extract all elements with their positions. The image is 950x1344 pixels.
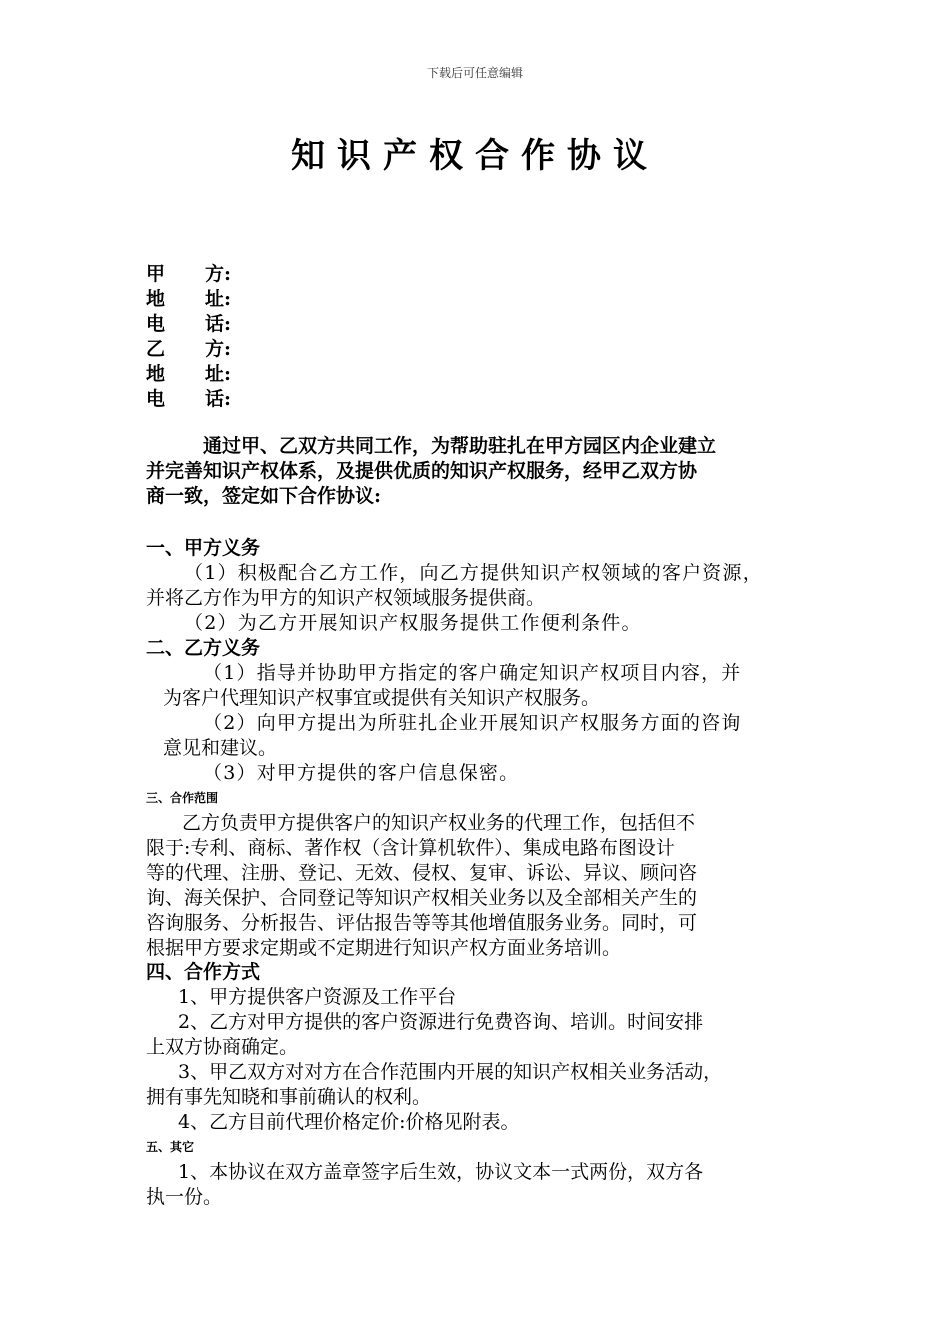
- section-line: （2）向甲方提出为所驻扎企业开展知识产权服务方面的咨询: [203, 712, 742, 734]
- party-info: [146, 262, 231, 412]
- section-heading: 二、乙方义务: [146, 637, 261, 659]
- section-line: 为客户代理知识产权事宜或提供有关知识产权服务。: [163, 687, 601, 709]
- section-line: 限于:专利、商标、著作权（含计算机软件）、集成电路布图设计: [146, 837, 675, 859]
- section-heading: 五、其它: [146, 1140, 195, 1154]
- party-a-address-row: 地 址:: [146, 288, 232, 310]
- section-line: 咨询服务、分析报告、评估报告等等其他增值服务业务。同时，可: [146, 912, 698, 934]
- section-line: 1、甲方提供客户资源及工作平台: [178, 986, 457, 1008]
- section-line: 3、甲乙双方对对方在合作范围内开展的知识产权相关业务活动，: [178, 1061, 723, 1083]
- party-a-phone-row: 电 话:: [146, 313, 232, 335]
- section-line: 询、海关保护、合同登记等知识产权相关业务以及全部相关产生的: [146, 887, 698, 909]
- section-line: 等的代理、注册、登记、无效、侵权、复审、诉讼、异议、顾问咨: [146, 862, 698, 884]
- intro-paragraph: [146, 434, 806, 509]
- party-b-label: 乙 方: [146, 338, 224, 360]
- section-cooperation-scope: [146, 786, 806, 961]
- section-party-a-obligations: [146, 536, 806, 636]
- section-line: 拥有事先知晓和事前确认的权利。: [146, 1086, 432, 1108]
- section-heading: 三、合作范围: [146, 791, 219, 805]
- section-line: 4、乙方目前代理价格定价:价格见附表。: [178, 1111, 520, 1133]
- section-party-b-obligations: [146, 636, 806, 786]
- party-b-phone-label: 电 话: [146, 388, 224, 410]
- party-b-name-row: 乙 方:: [146, 338, 232, 360]
- party-a-address-label: 地 址: [146, 288, 224, 310]
- header-note: 下载后可任意编辑: [426, 66, 523, 80]
- party-a-phone-label: 电 话: [146, 313, 224, 335]
- section-other: [146, 1135, 806, 1210]
- section-line: （1）指导并协助甲方指定的客户确定知识产权项目内容，并: [203, 662, 742, 684]
- section-line: 并将乙方作为甲方的知识产权领域服务提供商。: [146, 587, 546, 609]
- section-line: 2、乙方对甲方提供的客户资源进行免费咨询、培训。时间安排: [178, 1011, 704, 1033]
- section-line: 上双方协商确定。: [146, 1036, 299, 1058]
- party-b-phone-row: 电 话:: [146, 388, 232, 410]
- section-heading: 一、甲方义务: [146, 537, 261, 559]
- party-a-label: 甲 方: [146, 263, 224, 285]
- section-line: 意见和建议。: [163, 737, 278, 759]
- intro-line: 通过甲、乙双方共同工作，为帮助驻扎在甲方园区内企业建立: [203, 435, 717, 457]
- party-b-address-row: 地 址:: [146, 363, 232, 385]
- section-line: 根据甲方要求定期或不定期进行知识产权方面业务培训。: [146, 937, 622, 959]
- section-line: 1、本协议在双方盖章签字后生效，协议文本一式两份，双方各: [178, 1161, 704, 1183]
- section-line: （1）积极配合乙方工作，向乙方提供知识产权领域的客户资源，: [184, 562, 763, 584]
- section-heading: 四、合作方式: [146, 961, 261, 983]
- party-b-address-label: 地 址: [146, 363, 224, 385]
- section-line: 乙方负责甲方提供客户的知识产权业务的代理工作，包括但不: [182, 812, 696, 834]
- document-title: 知识产权合作协议: [291, 136, 659, 176]
- section-cooperation-method: [146, 960, 806, 1135]
- intro-line: 并完善知识产权体系，及提供优质的知识产权服务，经甲乙双方协: [146, 460, 698, 482]
- section-line: 执一份。: [146, 1186, 223, 1208]
- section-line: （3）对甲方提供的客户信息保密。: [203, 762, 520, 784]
- party-a-name-row: 甲 方:: [146, 263, 232, 285]
- section-line: （2）为乙方开展知识产权服务提供工作便利条件。: [184, 612, 642, 634]
- intro-line: 商一致，签定如下合作协议:: [146, 485, 382, 507]
